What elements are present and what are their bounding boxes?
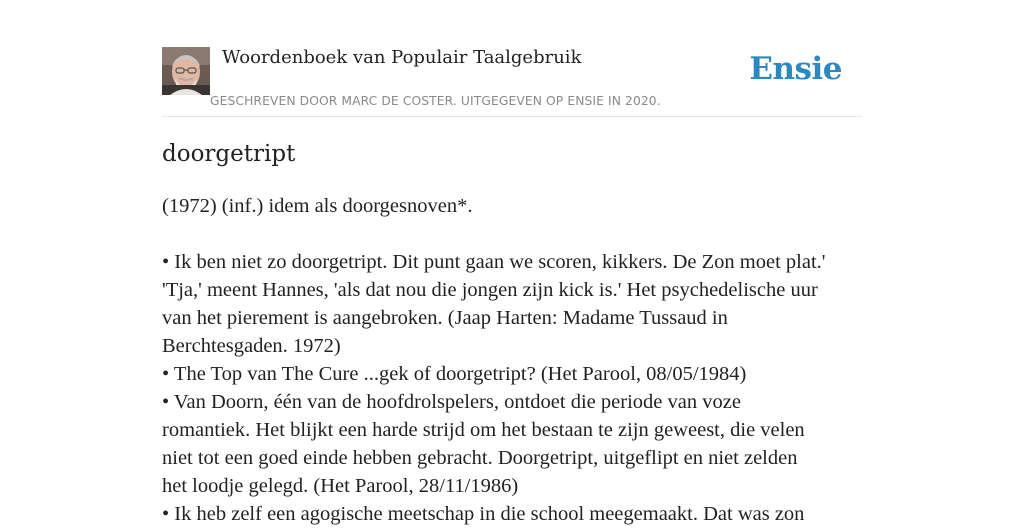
entry-definition: (1972) (inf.) idem als doorgesnoven*. (162, 195, 473, 217)
quote-line: • Van Doorn, één van de hoofdrolspelers, ontdoet die periode van voze (162, 391, 741, 413)
header (162, 46, 862, 117)
quote-line: romantiek. Het blijkt een harde strijd om het bestaan te zijn geweest, die velen (162, 419, 805, 441)
quote-line: niet tot een goed einde hebben gebracht. Doorgetript, uitgeflipt en niet zelden (162, 447, 798, 469)
quote-line: het loodje gelegd. (Het Parool, 28/11/1986) (162, 475, 519, 497)
quote-line: van het pierement is aangebroken. (Jaap Harten: Madame Tussaud in (162, 307, 728, 329)
ensie-logo-link[interactable]: Ensie (749, 51, 842, 87)
quote-line: 'Tja,' meent Hannes, 'als dat nou die jongen zijn kick is.' Het psychedelische uur (162, 279, 818, 301)
quote-line: Berchtesgaden. 1972) (162, 335, 341, 357)
author-photo-icon (162, 47, 210, 95)
quote-line: • Ik heb zelf een agogische meetschap in die school meegemaakt. Dat was zon (162, 503, 805, 525)
entry-title: doorgetript (162, 141, 296, 167)
entry-body (162, 192, 862, 528)
book-title[interactable]: Woordenboek van Populair Taalgebruik (222, 47, 582, 68)
paragraph-spacer (162, 220, 862, 248)
author-avatar[interactable] (162, 47, 210, 95)
quote-line: • Ik ben niet zo doorgetript. Dit punt gaan we scoren, kikkers. De Zon moet plat.' (162, 251, 826, 273)
quote-line: • The Top van The Cure ...gek of doorgetript? (Het Parool, 08/05/1984) (162, 363, 747, 385)
author-byline: GESCHREVEN DOOR MARC DE COSTER. UITGEGEVEN OP ENSIE IN 2020. (210, 94, 661, 108)
